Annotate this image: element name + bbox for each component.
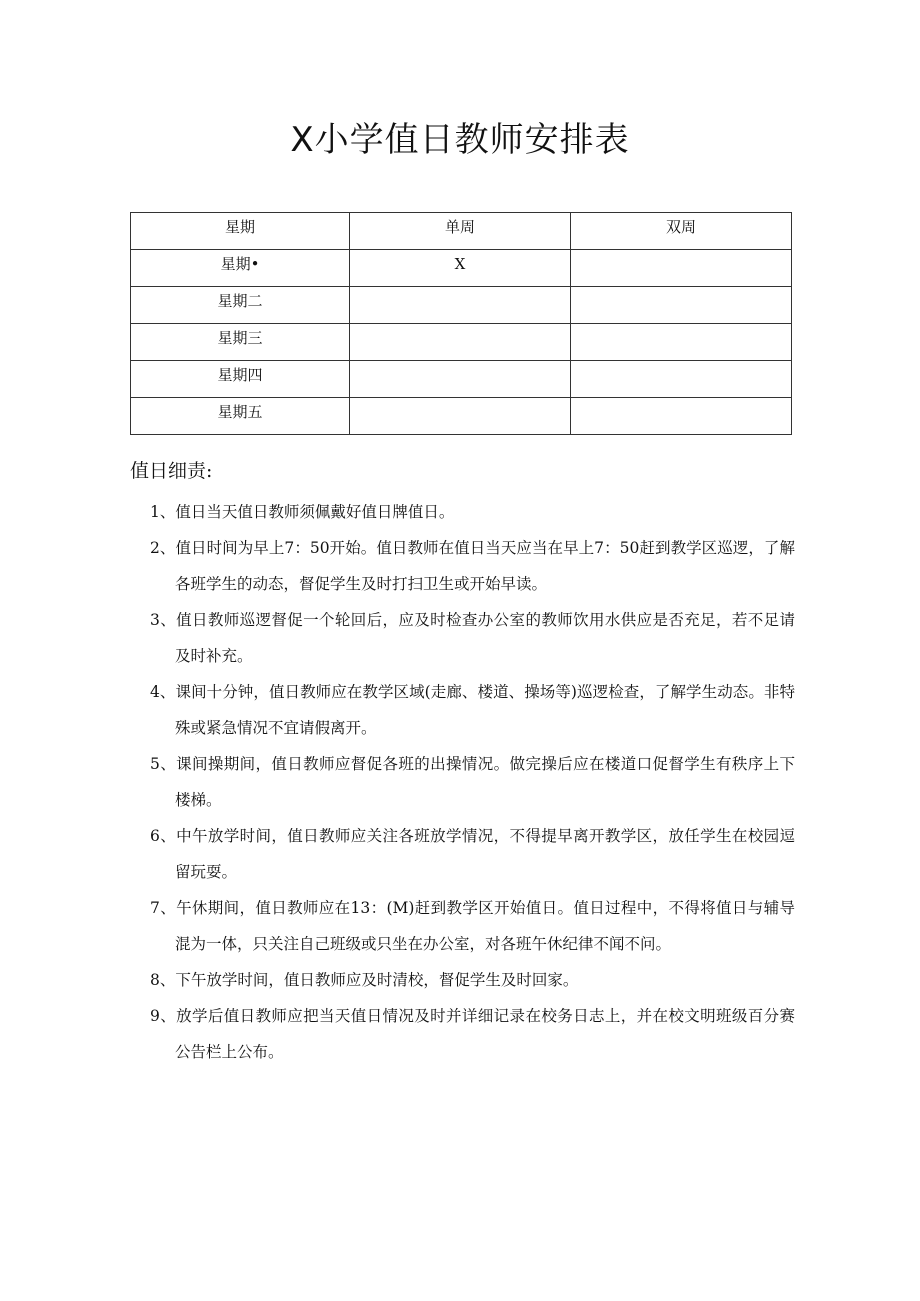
list-item: 6、中午放学时间，值日教师应关注各班放学情况，不得提早离开教学区，放任学生在校园逗留玩耍。 — [150, 827, 795, 881]
duty-schedule-table — [130, 212, 792, 435]
cell-single-week — [350, 361, 571, 398]
cell-double-week — [571, 324, 792, 361]
list-item: 1、值日当天值日教师须佩戴好值日牌值日。 — [150, 503, 455, 521]
cell-day: 星期四 — [131, 361, 350, 398]
cell-day: 星期• — [131, 250, 350, 287]
cell-single-week — [350, 398, 571, 435]
table-row — [131, 250, 792, 287]
table-row — [131, 287, 792, 324]
cell-single-week: X — [350, 250, 571, 287]
header-double-week: 双周 — [571, 213, 792, 250]
list-item: 3、值日教师巡逻督促一个轮回后，应及时检查办公室的教师饮用水供应是否充足，若不足请及时补充。 — [150, 611, 795, 665]
cell-double-week — [571, 250, 792, 287]
list-item: 7、午休期间，值日教师应在13：(M)赶到教学区开始值日。值日过程中，不得将值日与辅导混为一体，只关注自己班级或只坐在办公室，对各班午休纪律不闻不问。 — [150, 899, 795, 953]
cell-double-week — [571, 398, 792, 435]
table-row — [131, 324, 792, 361]
header-weekday: 星期 — [131, 213, 350, 250]
page-title: X小学值日教师安排表 — [290, 120, 630, 160]
list-item: 4、课间十分钟，值日教师应在教学区域(走廊、楼道、操场等)巡逻检查，了解学生动态。非特殊或紧急情况不宜请假离开。 — [150, 683, 795, 737]
list-item: 9、放学后值日教师应把当天值日情况及时并详细记录在校务日志上，并在校文明班级百分赛公告栏上公布。 — [150, 1007, 795, 1061]
cell-double-week — [571, 361, 792, 398]
table-row — [131, 361, 792, 398]
list-item: 2、值日时间为早上7：50开始。值日教师在值日当天应当在早上7：50赶到教学区巡逻，了解各班学生的动态，督促学生及时打扫卫生或开始早读。 — [150, 539, 795, 593]
list-item: 5、课间操期间，值日教师应督促各班的出操情况。做完操后应在楼道口促督学生有秩序上下楼梯。 — [150, 755, 795, 809]
table-header-row — [131, 213, 792, 250]
cell-day: 星期三 — [131, 324, 350, 361]
cell-double-week — [571, 287, 792, 324]
cell-single-week — [350, 324, 571, 361]
cell-single-week — [350, 287, 571, 324]
header-single-week: 单周 — [350, 213, 571, 250]
cell-day: 星期二 — [131, 287, 350, 324]
table-row — [131, 398, 792, 435]
duty-list — [150, 494, 795, 1070]
duties-heading: 值日细责: — [130, 460, 213, 482]
cell-day: 星期五 — [131, 398, 350, 435]
list-item: 8、下午放学时间，值日教师应及时清校，督促学生及时回家。 — [150, 971, 579, 989]
